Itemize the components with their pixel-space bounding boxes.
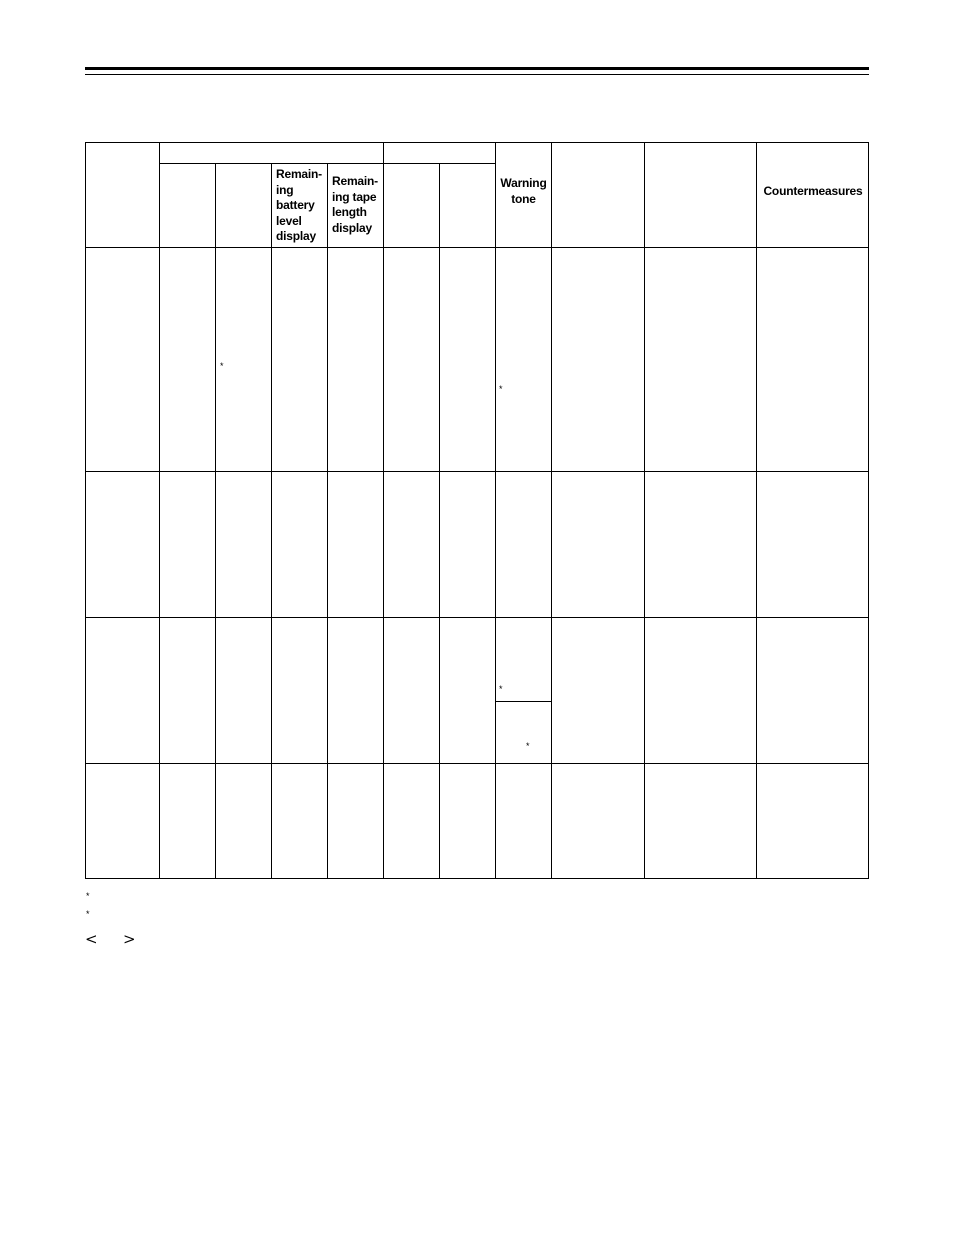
header-remaining-battery: Remain- ing battery level display xyxy=(276,167,322,243)
column-separator-7 xyxy=(495,142,496,879)
column-separator-1 xyxy=(159,142,160,879)
footnote-marker-1: * xyxy=(86,891,90,901)
column-separator-10 xyxy=(756,142,757,879)
table-asterisk: * xyxy=(499,384,503,394)
table-asterisk: * xyxy=(499,684,503,694)
warning-table xyxy=(85,142,869,879)
footnote-close-bracket: > xyxy=(123,930,136,948)
column-separator-5 xyxy=(383,142,384,879)
row-separator-2 xyxy=(85,617,869,618)
header-remaining-tape: Remain- ing tape length display xyxy=(332,174,378,235)
header-rule-thin xyxy=(85,74,869,75)
footnote-open-bracket: < xyxy=(85,930,98,948)
header-countermeasures: Countermeasures xyxy=(763,184,863,198)
table-border-right xyxy=(868,142,869,879)
column-separator-2 xyxy=(215,163,216,879)
table-border-bottom xyxy=(85,878,869,879)
table-asterisk: * xyxy=(220,361,224,371)
table-border-left xyxy=(85,142,86,879)
column-separator-3 xyxy=(271,163,272,879)
header-warning-tone: Warning tone xyxy=(500,176,547,206)
warning-tone-split xyxy=(495,701,551,702)
footnote-marker-2: * xyxy=(86,909,90,919)
column-separator-6 xyxy=(439,163,440,879)
table-asterisk: * xyxy=(526,741,530,751)
row-separator-1 xyxy=(85,471,869,472)
row-separator-header xyxy=(85,247,869,248)
column-separator-4 xyxy=(327,163,328,879)
row-separator-3 xyxy=(85,763,869,764)
header-rule-thick xyxy=(85,67,869,70)
column-separator-9 xyxy=(644,142,645,879)
column-separator-8 xyxy=(551,142,552,879)
table-border-top xyxy=(85,142,869,143)
